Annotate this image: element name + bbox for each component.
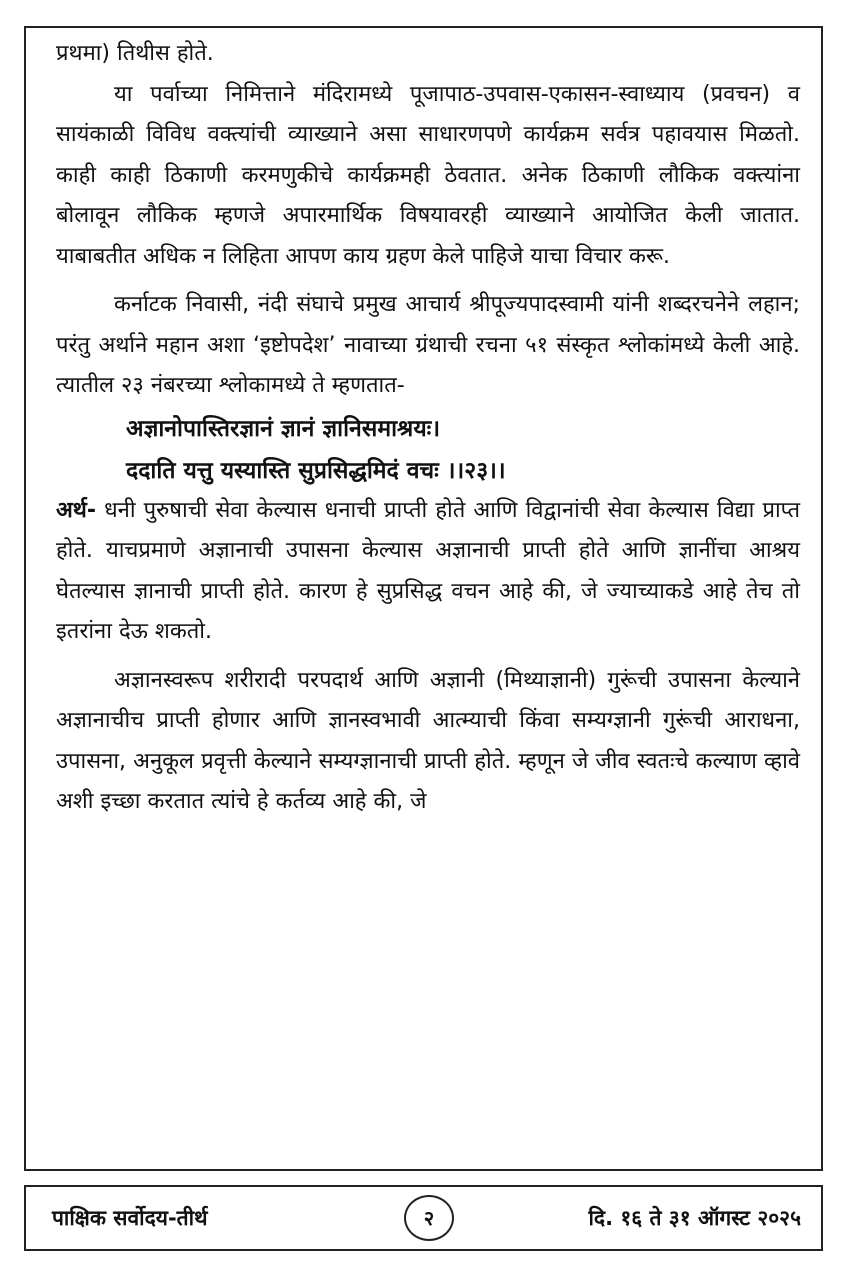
page-footer: [24, 1185, 823, 1251]
paragraph-festival-activities: या पर्वाच्या निमित्ताने मंदिरामध्ये पूजापाठ-उपवास-एकासन-स्वाध्याय (प्रवचन) व सायंकाळी विविध वक्त्यांची व्याख्याने असा साधारणपणे कार्यक्रम सर्वत्र पहावयास मिळतो. काही काही ठिकाणी करमणुकीचे कार्यक्रमही ठेवतात. अनेक ठिकाणी लौकिक वक्त्यांना बोलावून लौकिक म्हणजे अपारमार्थिक विषयावरही व्याख्याने आयोजित केली जातात. याबाबतीत अधिक न लिहिता आपण काय ग्रहण केले पाहिजे याचा विचार करू.: [56, 81, 800, 269]
meaning-label: अर्थ-: [56, 497, 96, 523]
paragraph-meaning: [56, 491, 800, 653]
verse-line-1: अज्ञानोपास्तिरज्ञानं ज्ञानं ज्ञानिसमाश्रयः।: [126, 415, 441, 442]
page-number: २: [404, 1195, 454, 1241]
article-body: [56, 34, 800, 823]
paragraph-ishtopadesh-intro: कर्नाटक निवासी, नंदी संघाचे प्रमुख आचार्य श्रीपूज्यपादस्वामी यांनी शब्दरचनेने लहान; परंतु अर्थाने महान अशा ‘इष्टोपदेश’ नावाच्या ग्रंथाची रचना ५१ संस्कृत श्लोकांमध्ये केली आहे. त्यातील २३ नंबरच्या श्लोकामध्ये ते म्हणतात-: [56, 292, 800, 398]
verse-line-2: ददाति यत्तु यस्यास्ति सुप्रसिद्धमिदं वचः ।।२३।।: [126, 457, 506, 484]
meaning-text: धनी पुरुषाची सेवा केल्यास धनाची प्राप्ती होते आणि विद्वानांची सेवा केल्यास विद्या प्राप्त होते. याचप्रमाणे अज्ञानाची उपासना केल्यास अज्ञानाची प्राप्ती होते आणि ज्ञानींचा आश्रय घेतल्यास ज्ञानाची प्राप्ती होते. कारण हे सुप्रसिद्ध वचन आहे की, जे ज्याच्याकडे आहे तेच तो इतरांना देऊ शकतो.: [56, 497, 800, 644]
paragraph-continuation: प्रथमा) तिथीस होते.: [56, 41, 214, 66]
publication-name: पाक्षिक सर्वोदय-तीर्थ: [52, 1206, 208, 1230]
issue-date: दि. १६ ते ३१ ऑगस्ट २०२५: [588, 1206, 801, 1230]
paragraph-conclusion: अज्ञानस्वरूप शरीरादी परपदार्थ आणि अज्ञानी (मिथ्याज्ञानी) गुरूंची उपासना केल्याने अज्ञानाचीच प्राप्ती होणार आणि ज्ञानस्वभावी आत्म्याची किंवा सम्यग्ज्ञानी गुरूंची आराधना, उपासना, अनुकूल प्रवृत्ती केल्याने सम्यग्ज्ञानाची प्राप्ती होते. म्हणून जे जीव स्वतःचे कल्याण व्हावे अशी इच्छा करतात त्यांचे हे कर्तव्य आहे की, जे: [56, 667, 800, 814]
